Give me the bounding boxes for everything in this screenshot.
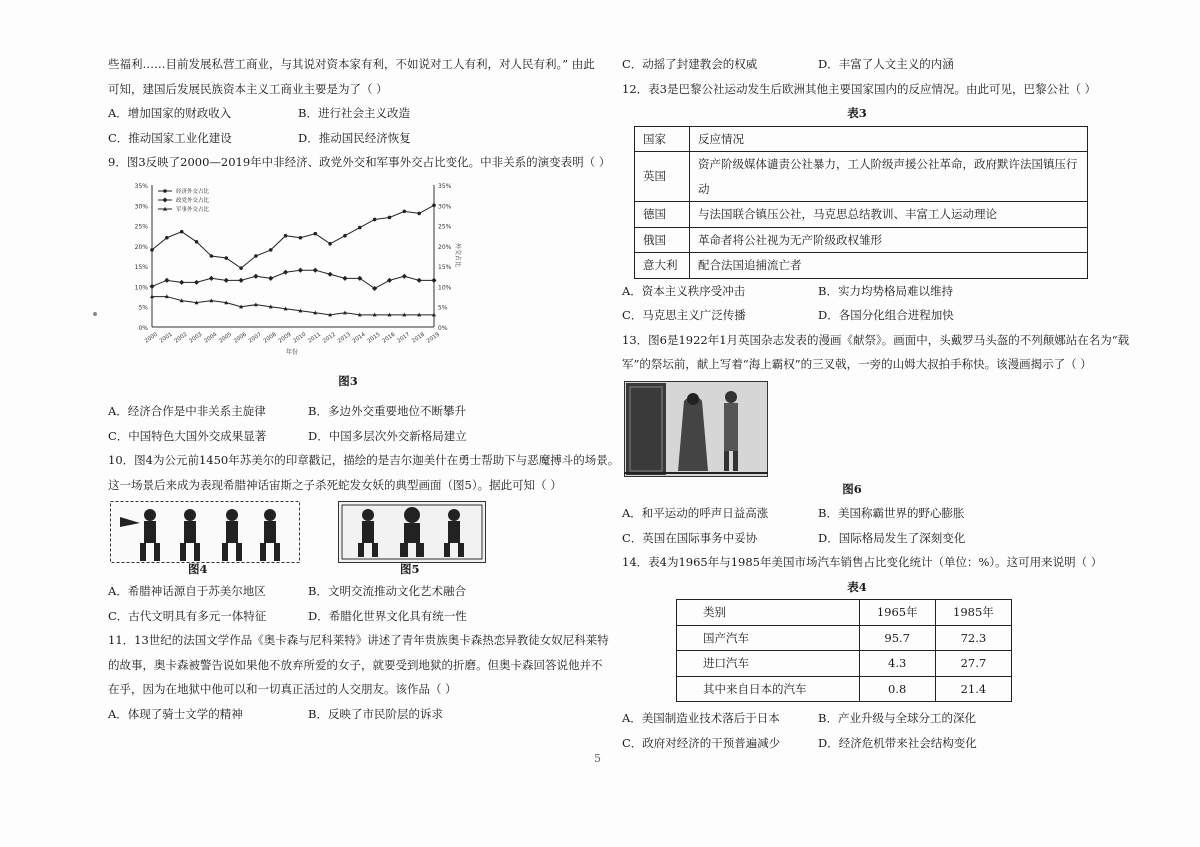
- data-point: [402, 273, 407, 278]
- q13-option-a[interactable]: A．和平运动的呼声日益高涨: [622, 506, 769, 520]
- y-tick-label-right: 0%: [438, 324, 448, 332]
- q11-option-d[interactable]: D．丰富了人文主义的内涵: [818, 57, 954, 71]
- data-point: [239, 277, 244, 282]
- data-point: [283, 269, 288, 274]
- q12-options-ab: [622, 279, 1092, 304]
- x-tick-label: 2019: [425, 331, 441, 345]
- table-4-cell: 0.8: [859, 676, 935, 702]
- table-3-cell: 与法国联合镇压公社，马克思总结教训、丰富工人运动理论: [690, 202, 1088, 228]
- scan-dot: [93, 312, 97, 316]
- data-point: [313, 231, 317, 235]
- y-tick-label-right: 30%: [438, 202, 452, 210]
- q12-option-c[interactable]: C．马克思主义广泛传播: [622, 308, 746, 322]
- y-tick-label-left: 10%: [134, 283, 148, 291]
- table-3: [634, 126, 1088, 279]
- y-tick-label-left: 35%: [134, 182, 148, 190]
- y-tick-label-left: 30%: [134, 202, 148, 210]
- q14-option-b[interactable]: B．产业升级与全球分工的深化: [818, 711, 976, 725]
- table-4-cell: 进口汽车: [677, 651, 860, 677]
- q12-stem: 12．表3是巴黎公社运动发生后欧洲其他主要国家国内的反应情况。由此可见，巴黎公社（ ）: [622, 81, 1097, 96]
- q9-options-ab: [108, 399, 586, 424]
- figure-5-caption: 图5: [400, 562, 420, 576]
- q9-option-c[interactable]: C．中国特色大国外交成果显著: [108, 428, 267, 443]
- q8-stem-line2: 可知，建国后发展民族资本主义工商业主要是为了（ ）: [108, 81, 388, 96]
- data-point: [209, 275, 214, 280]
- q13-stem-line2: 军”的祭坛前，献上写着“海上霸权”的三叉戟，一旁的山姆大叔拍手称快。该漫画揭示了（ ）: [622, 357, 1092, 371]
- data-point: [165, 235, 169, 239]
- q9-option-a[interactable]: A．经济合作是中非关系主旋律: [108, 404, 266, 418]
- table-4-row: [677, 651, 1012, 677]
- left-column: [108, 52, 620, 726]
- q13-option-c[interactable]: C．英国在国际事务中妥协: [622, 530, 758, 545]
- data-point: [417, 277, 422, 282]
- data-point: [432, 203, 436, 207]
- q10-option-b[interactable]: B．文明交流推动文化艺术融合: [308, 584, 466, 598]
- y-tick-label-left: 5%: [138, 304, 148, 312]
- table-3-cell: 俄国: [635, 227, 690, 253]
- q13-option-b[interactable]: B．美国称霸世界的野心膨胀: [818, 506, 965, 520]
- table-4-cell: 72.3: [935, 625, 1011, 651]
- data-point: [254, 254, 258, 258]
- q9-stem: 9．图3反映了2000—2019年中非经济、政党外交和军事外交占比变化。中非关系的演变表明（ ）: [108, 155, 611, 169]
- data-point: [180, 229, 184, 233]
- data-point: [210, 254, 214, 258]
- figure-4-seal-image: [110, 501, 300, 563]
- q10-option-a[interactable]: A．希腊神话源自于苏美尔地区: [108, 584, 266, 598]
- x-tick-label: 2003: [188, 331, 204, 345]
- table-3-cell: 德国: [635, 202, 690, 228]
- table-3-row: [635, 126, 1088, 152]
- x-tick-label: 2007: [247, 331, 263, 345]
- x-tick-label: 2014: [351, 331, 367, 345]
- figure-6: [622, 377, 1092, 477]
- x-axis-label: 年份: [285, 348, 299, 356]
- q11-option-b[interactable]: B．反映了市民阶层的诉求: [308, 706, 443, 721]
- x-tick-label: 2000: [143, 331, 159, 345]
- table-4-row: [677, 600, 1012, 626]
- right-column: [622, 52, 1130, 755]
- figure-3-line-chart: [122, 177, 462, 357]
- q11-option-a[interactable]: A．体现了骑士文学的精神: [108, 706, 243, 721]
- data-point: [194, 279, 199, 284]
- data-point: [431, 277, 436, 282]
- legend-label: 政党外交占比: [176, 197, 210, 204]
- y-axis-label-right: 外交占比: [454, 242, 461, 267]
- table-3-caption: 表3: [847, 106, 867, 120]
- data-point: [328, 271, 333, 276]
- y-tick-label-right: 25%: [438, 223, 452, 231]
- figure-3: [108, 175, 586, 371]
- data-point: [195, 240, 199, 244]
- q9-option-b[interactable]: B．多边外交重要地位不断攀升: [308, 404, 466, 418]
- y-tick-label-left: 20%: [134, 243, 148, 251]
- x-tick-label: 2004: [203, 331, 219, 345]
- x-tick-label: 2002: [173, 331, 189, 345]
- q11-stem-line1: 11．13世纪的法国文学作品《奥卡森与尼科莱特》讲述了青年贵族奥卡森热恋异教徒女奴尼科莱特: [108, 633, 609, 647]
- legend-label: 军事外交占比: [176, 206, 210, 213]
- q11-options-ab: [108, 702, 586, 727]
- q10-option-c[interactable]: C．古代文明具有多元一体特征: [108, 608, 267, 623]
- q10-options-cd: [108, 604, 586, 629]
- data-point: [342, 275, 347, 280]
- table-4-row: [677, 676, 1012, 702]
- series-line: [152, 296, 434, 314]
- data-point: [373, 217, 377, 221]
- legend-marker: [162, 197, 167, 202]
- x-tick-label: 2013: [336, 331, 352, 345]
- data-point: [150, 248, 154, 252]
- q13-options-cd: [622, 526, 1092, 551]
- q14-option-c[interactable]: C．政府对经济的干预普遍减少: [622, 735, 781, 750]
- q14-option-a[interactable]: A．美国制造业技术落后于日本: [622, 711, 780, 725]
- figure-3-caption: 图3: [338, 373, 358, 388]
- q10-stem-line2: 这一场景后来成为表现希腊神话宙斯之子杀死蛇发女妖的典型画面（图5）。据此可知（ ）: [108, 477, 562, 492]
- data-point: [387, 277, 392, 282]
- y-tick-label-left: 15%: [134, 263, 148, 271]
- data-point: [239, 266, 243, 270]
- table-3-cell: 英国: [635, 152, 690, 202]
- data-point: [149, 283, 154, 288]
- page-number: 5: [594, 752, 601, 765]
- q10-options-ab: [108, 579, 586, 604]
- q11-options-cd: [622, 52, 1092, 77]
- q13-option-d[interactable]: D．国际格局发生了深刻变化: [818, 530, 966, 545]
- x-tick-label: 2009: [277, 331, 293, 345]
- x-tick-label: 2016: [381, 331, 397, 345]
- table-3-cell: 配合法国追捕流亡者: [690, 253, 1088, 279]
- data-point: [269, 248, 273, 252]
- series-line: [152, 270, 434, 288]
- x-tick-label: 2018: [411, 331, 427, 345]
- q14-options-ab: [622, 706, 1092, 731]
- table-3-cell: 革命者将公社视为无产阶级政权雏形: [690, 227, 1088, 253]
- table-4-cell: 国产汽车: [677, 625, 860, 651]
- q14-stem: 14．表4为1965年与1985年美国市场汽车销售占比变化统计（单位：%）。这可用来说明（ ）: [622, 555, 1103, 569]
- q8-options-cd: [108, 126, 586, 151]
- q10-stem-line1: 10．图4为公元前1450年苏美尔的印章戳记，描绘的是吉尔迦美什在勇士帮助下与恶魔搏斗的场景。: [108, 453, 620, 467]
- legend-marker: [163, 189, 167, 193]
- q8-option-b[interactable]: B．进行社会主义改造: [298, 106, 410, 120]
- table-4-cell: 4.3: [859, 651, 935, 677]
- data-point: [179, 279, 184, 284]
- table-3-cell: 反应情况: [690, 126, 1088, 152]
- x-tick-label: 2015: [366, 331, 382, 345]
- y-tick-label-right: 10%: [438, 283, 452, 291]
- data-point: [358, 225, 362, 229]
- y-tick-label-left: 0%: [138, 324, 148, 332]
- x-tick-label: 2010: [292, 331, 308, 345]
- figure-6-caption: 图6: [842, 481, 862, 496]
- data-point: [313, 267, 318, 272]
- data-point: [299, 235, 303, 239]
- x-tick-label: 2011: [307, 331, 323, 345]
- figures-4-5: [108, 497, 586, 579]
- data-point: [224, 256, 228, 260]
- data-point: [328, 242, 332, 246]
- q13-stem-line1: 13．图6是1922年1月英国杂志发表的漫画《献祭》。画面中，头戴罗马头盔的不列颠娜站在名为“载: [622, 332, 1130, 347]
- table-4-row: [677, 625, 1012, 651]
- table-3-row: [635, 227, 1088, 253]
- data-point: [253, 273, 258, 278]
- q8-option-a[interactable]: A．增加国家的财政收入: [108, 106, 232, 120]
- q9-options-cd: [108, 424, 586, 449]
- table-4-cell: 21.4: [935, 676, 1011, 702]
- y-tick-label-right: 15%: [438, 263, 452, 271]
- table-3-cell: 资产阶级媒体谴责公社暴力，工人阶级声援公社革命，政府默许法国镇压行动: [690, 152, 1088, 202]
- data-point: [403, 209, 407, 213]
- x-tick-label: 2006: [233, 331, 248, 345]
- q14-option-d[interactable]: D．经济危机带来社会结构变化: [818, 735, 977, 750]
- table-3-row: [635, 152, 1088, 202]
- q11-stem-line2: 的故事，奥卡森被警告说如果他不放弃所爱的女子，就要受到地狱的折磨。但奥卡森回答说他并不: [108, 657, 603, 672]
- q14-options-cd: [622, 731, 1092, 756]
- q11-option-c[interactable]: C．动摇了封建教会的权威: [622, 57, 758, 71]
- x-tick-label: 2017: [396, 331, 412, 345]
- x-tick-label: 2005: [218, 331, 234, 345]
- q12-option-d[interactable]: D．各国分化组合进程加快: [818, 308, 954, 322]
- q8-option-c[interactable]: C．推动国家工业化建设: [108, 130, 232, 145]
- y-tick-label-right: 5%: [438, 304, 448, 312]
- data-point: [388, 215, 392, 219]
- q11-stem-line3: 在乎，因为在地狱中他可以和一切真正活过的人交朋友。该作品（ ）: [108, 682, 457, 696]
- table-4-cell: 95.7: [859, 625, 935, 651]
- figure-5-vase-image: [338, 501, 486, 563]
- table-3-cell: 意大利: [635, 253, 690, 279]
- table-4-cell: 1985年: [935, 600, 1011, 626]
- series-line: [152, 205, 434, 268]
- q13-options-ab: [622, 501, 1092, 526]
- data-point: [417, 211, 421, 215]
- x-tick-label: 2008: [262, 331, 278, 345]
- data-point: [343, 233, 347, 237]
- table-3-row: [635, 253, 1088, 279]
- figure-4-caption: 图4: [188, 562, 208, 576]
- y-tick-label-left: 25%: [134, 223, 148, 231]
- legend-label: 经济外交占比: [176, 188, 210, 195]
- q12-options-cd: [622, 303, 1092, 328]
- table-3-row: [635, 202, 1088, 228]
- table-4-caption: 表4: [847, 579, 867, 594]
- data-point: [284, 233, 288, 237]
- x-tick-label: 2001: [158, 331, 174, 345]
- y-tick-label-right: 35%: [438, 182, 452, 190]
- q12-option-b[interactable]: B．实力均势格局难以维持: [818, 283, 953, 298]
- table-3-cell: 国家: [635, 126, 690, 152]
- q8-options-ab: [108, 101, 586, 126]
- table-4-cell: 1965年: [859, 600, 935, 626]
- data-point: [268, 275, 273, 280]
- table-4: [676, 599, 1012, 702]
- data-point: [224, 277, 229, 282]
- table-4-cell: 其中来自日本的汽车: [677, 676, 860, 702]
- data-point: [164, 277, 169, 282]
- data-point: [298, 267, 303, 272]
- x-tick-label: 2012: [322, 331, 337, 345]
- y-tick-label-right: 20%: [438, 243, 452, 251]
- q10-option-d[interactable]: D．希腊化世界文化具有统一性: [308, 608, 467, 623]
- q8-option-d[interactable]: D．推动国民经济恢复: [298, 130, 411, 145]
- table-4-cell: 27.7: [935, 651, 1011, 677]
- table-4-cell: 类别: [677, 600, 860, 626]
- q12-option-a[interactable]: A．资本主义秩序受冲击: [622, 283, 746, 298]
- figure-6-cartoon-image: [624, 381, 768, 477]
- q8-stem-line1: 些福利……目前发展私营工商业，与其说对资本家有利，不如说对工人有利，对人民有利。” 由此: [108, 57, 595, 71]
- q9-option-d[interactable]: D．中国多层次外交新格局建立: [308, 428, 467, 443]
